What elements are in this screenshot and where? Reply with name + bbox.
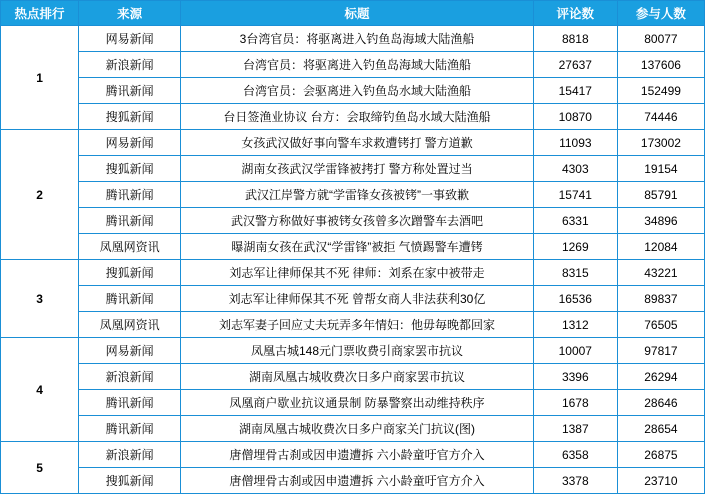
participant-count-cell: 43221 bbox=[617, 260, 704, 286]
comment-count-cell: 3378 bbox=[533, 468, 617, 494]
source-cell: 网易新闻 bbox=[79, 130, 181, 156]
title-cell[interactable]: 曝湖南女孩在武汉“学雷锋”被拒 气愤踢警车遭铐 bbox=[181, 234, 534, 260]
title-cell[interactable]: 武汉警方称做好事被铐女孩曾多次蹭警车去酒吧 bbox=[181, 208, 534, 234]
participant-count-cell: 152499 bbox=[617, 78, 704, 104]
column-header-rank: 热点排行 bbox=[1, 1, 79, 26]
table-row bbox=[1, 234, 705, 260]
table-row bbox=[1, 78, 705, 104]
rank-cell: 4 bbox=[1, 338, 79, 442]
participant-count-cell: 34896 bbox=[617, 208, 704, 234]
participant-count-cell: 80077 bbox=[617, 26, 704, 52]
table-row bbox=[1, 208, 705, 234]
participant-count-cell: 173002 bbox=[617, 130, 704, 156]
source-cell: 腾讯新闻 bbox=[79, 208, 181, 234]
column-header-comments: 评论数 bbox=[533, 1, 617, 26]
title-cell[interactable]: 湖南凤凰古城收费次日多户商家关门抗议(图) bbox=[181, 416, 534, 442]
comment-count-cell: 15741 bbox=[533, 182, 617, 208]
source-cell: 凤凰网资讯 bbox=[79, 234, 181, 260]
source-cell: 网易新闻 bbox=[79, 26, 181, 52]
header-row bbox=[1, 1, 705, 26]
column-header-title: 标题 bbox=[181, 1, 534, 26]
comment-count-cell: 8818 bbox=[533, 26, 617, 52]
comment-count-cell: 1312 bbox=[533, 312, 617, 338]
table-row bbox=[1, 286, 705, 312]
comment-count-cell: 8315 bbox=[533, 260, 617, 286]
comment-count-cell: 3396 bbox=[533, 364, 617, 390]
title-cell[interactable]: 凤凰古城148元门票收费引商家罢市抗议 bbox=[181, 338, 534, 364]
title-cell[interactable]: 唐僧埋骨古刹或因申遗遭拆 六小龄童吁官方介入 bbox=[181, 468, 534, 494]
table-row bbox=[1, 260, 705, 286]
table-row bbox=[1, 390, 705, 416]
comment-count-cell: 11093 bbox=[533, 130, 617, 156]
title-cell[interactable]: 台湾官员：会驱离进入钓鱼岛水域大陆渔船 bbox=[181, 78, 534, 104]
title-cell[interactable]: 刘志军让律师保其不死 曾帮女商人非法获利30亿 bbox=[181, 286, 534, 312]
participant-count-cell: 26294 bbox=[617, 364, 704, 390]
source-cell: 搜狐新闻 bbox=[79, 468, 181, 494]
rank-cell: 3 bbox=[1, 260, 79, 338]
column-header-source: 来源 bbox=[79, 1, 181, 26]
table-row bbox=[1, 312, 705, 338]
source-cell: 新浪新闻 bbox=[79, 442, 181, 468]
source-cell: 腾讯新闻 bbox=[79, 390, 181, 416]
comment-count-cell: 1269 bbox=[533, 234, 617, 260]
comment-count-cell: 4303 bbox=[533, 156, 617, 182]
comment-count-cell: 10007 bbox=[533, 338, 617, 364]
comment-count-cell: 27637 bbox=[533, 52, 617, 78]
table-row bbox=[1, 338, 705, 364]
rank-cell: 5 bbox=[1, 442, 79, 494]
source-cell: 网易新闻 bbox=[79, 338, 181, 364]
table-row bbox=[1, 26, 705, 52]
participant-count-cell: 28654 bbox=[617, 416, 704, 442]
table-row bbox=[1, 416, 705, 442]
column-header-participants: 参与人数 bbox=[617, 1, 704, 26]
comment-count-cell: 6358 bbox=[533, 442, 617, 468]
title-cell[interactable]: 台日签渔业协议 台方：会取缔钓鱼岛水域大陆渔船 bbox=[181, 104, 534, 130]
comment-count-cell: 6331 bbox=[533, 208, 617, 234]
source-cell: 搜狐新闻 bbox=[79, 260, 181, 286]
title-cell[interactable]: 湖南女孩武汉学雷锋被拷打 警方称处置过当 bbox=[181, 156, 534, 182]
title-cell[interactable]: 台湾官员：将驱离进入钓鱼岛海域大陆渔船 bbox=[181, 52, 534, 78]
comment-count-cell: 1387 bbox=[533, 416, 617, 442]
source-cell: 新浪新闻 bbox=[79, 52, 181, 78]
participant-count-cell: 89837 bbox=[617, 286, 704, 312]
participant-count-cell: 28646 bbox=[617, 390, 704, 416]
comment-count-cell: 16536 bbox=[533, 286, 617, 312]
participant-count-cell: 76505 bbox=[617, 312, 704, 338]
participant-count-cell: 23710 bbox=[617, 468, 704, 494]
title-cell[interactable]: 凤凰商户歇业抗议通景制 防暴警察出动维持秩序 bbox=[181, 390, 534, 416]
source-cell: 腾讯新闻 bbox=[79, 78, 181, 104]
source-cell: 新浪新闻 bbox=[79, 364, 181, 390]
comment-count-cell: 1678 bbox=[533, 390, 617, 416]
table-body bbox=[1, 26, 705, 494]
title-cell[interactable]: 刘志军让律师保其不死 律师：刘系在家中被带走 bbox=[181, 260, 534, 286]
rank-cell: 1 bbox=[1, 26, 79, 130]
source-cell: 腾讯新闻 bbox=[79, 286, 181, 312]
source-cell: 凤凰网资讯 bbox=[79, 312, 181, 338]
title-cell[interactable]: 武汉江岸警方就“学雷锋女孩被铐”一事致歉 bbox=[181, 182, 534, 208]
comment-count-cell: 15417 bbox=[533, 78, 617, 104]
title-cell[interactable]: 女孩武汉做好事向警车求救遭铐打 警方道歉 bbox=[181, 130, 534, 156]
participant-count-cell: 85791 bbox=[617, 182, 704, 208]
table-row bbox=[1, 182, 705, 208]
participant-count-cell: 97817 bbox=[617, 338, 704, 364]
title-cell[interactable]: 3台湾官员：将驱离进入钓鱼岛海域大陆渔船 bbox=[181, 26, 534, 52]
comment-count-cell: 10870 bbox=[533, 104, 617, 130]
title-cell[interactable]: 唐僧埋骨古刹或因申遗遭拆 六小龄童吁官方介入 bbox=[181, 442, 534, 468]
table-row bbox=[1, 364, 705, 390]
title-cell[interactable]: 刘志军妻子回应丈夫玩弄多年情妇：他毋毎晚都回家 bbox=[181, 312, 534, 338]
source-cell: 腾讯新闻 bbox=[79, 182, 181, 208]
table-row bbox=[1, 104, 705, 130]
participant-count-cell: 12084 bbox=[617, 234, 704, 260]
rank-cell: 2 bbox=[1, 130, 79, 260]
table-row bbox=[1, 52, 705, 78]
table-row bbox=[1, 156, 705, 182]
participant-count-cell: 137606 bbox=[617, 52, 704, 78]
source-cell: 腾讯新闻 bbox=[79, 416, 181, 442]
table-row bbox=[1, 442, 705, 468]
participant-count-cell: 19154 bbox=[617, 156, 704, 182]
table-header bbox=[1, 1, 705, 26]
participant-count-cell: 26875 bbox=[617, 442, 704, 468]
table-row bbox=[1, 130, 705, 156]
participant-count-cell: 74446 bbox=[617, 104, 704, 130]
source-cell: 搜狐新闻 bbox=[79, 104, 181, 130]
source-cell: 搜狐新闻 bbox=[79, 156, 181, 182]
title-cell[interactable]: 湖南凤凰古城收费次日多户商家罢市抗议 bbox=[181, 364, 534, 390]
